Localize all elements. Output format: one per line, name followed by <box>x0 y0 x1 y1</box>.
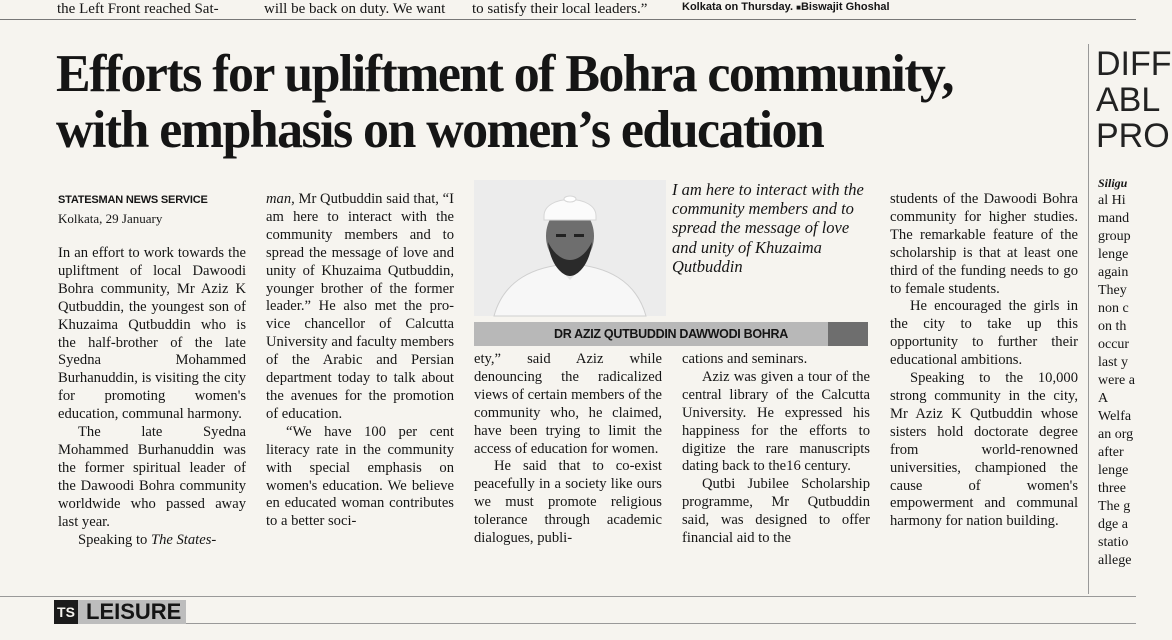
adjacent-line: were a <box>1098 373 1135 388</box>
dateline: Kolkata, 29 January <box>58 211 163 226</box>
paragraph: In an effort to work towards the upliftment of local Dawoodi Bohra community, Mr Aziz K Qutbuddin, the youngest son of Khuzaima Qutbuddin who is the half-brother of the late Syedna Mohammed Burhanuddin, is visiting the city for promoting women's education, communal harmony. <box>58 245 246 423</box>
adjacent-line: Welfa <box>1098 409 1132 424</box>
adjacent-line: group <box>1098 229 1131 244</box>
adjacent-headline-line-2: ABL <box>1096 81 1161 119</box>
paragraph: Qutbi Jubilee Scholarship programme, Mr Qutbuddin said, was designed to offer financial aid to the <box>682 476 870 547</box>
adjacent-article-column <box>1098 174 1158 594</box>
article-column-4 <box>682 351 870 566</box>
adjacent-headline-line-1: DIFF <box>1096 45 1172 83</box>
column-divider <box>1088 44 1089 594</box>
adjacent-dateline: Siligu <box>1098 176 1128 190</box>
paragraph: “We have 100 per cent literacy rate in the community with special emphasis on women's education. We believe en educated woman contributes to a better soci- <box>266 423 454 530</box>
paragraph: ety,” said Aziz while denouncing the radicalized views of certain members of the community who, he claimed, have been trying to limit the access of education for women. <box>474 351 662 457</box>
headline-line-1: Efforts for upliftment of Bohra community, <box>56 45 953 103</box>
adjacent-line: on th <box>1098 319 1127 334</box>
top-rule <box>0 19 1136 20</box>
adjacent-line: occur <box>1098 337 1130 352</box>
paragraph: students of the Dawoodi Bohra community for higher studies. The remarkable feature of the scholarship is that at least one third of the funding needs to go to female students. <box>890 191 1078 297</box>
bottom-rule <box>0 596 1136 597</box>
article-column-2 <box>266 191 454 566</box>
adjacent-line: an org <box>1098 427 1134 442</box>
top-strip-col4-text: Kolkata on Thursday. <box>682 1 794 13</box>
adjacent-line: The g <box>1098 499 1131 514</box>
adjacent-line: again <box>1098 265 1129 280</box>
adjacent-line: last y <box>1098 355 1128 370</box>
photo-caption <box>474 322 868 346</box>
paragraph: He encouraged the girls in the city to take up this opportunity to further their educational ambitions. <box>890 298 1078 369</box>
top-strip-col3: to satisfy their local leaders.” <box>472 1 648 17</box>
photo-credit: Biswajit Ghoshal <box>800 1 890 13</box>
article-column-1 <box>58 245 246 565</box>
section-rule <box>186 623 1136 624</box>
paragraph: Aziz was given a tour of the central library of the Calcutta University. He expressed his happiness for the efforts to digitize the rare manuscripts dating back to the16 century. <box>682 368 870 475</box>
portrait-illustration <box>474 180 666 316</box>
photo-caption-text: DR AZIZ QUTBUDDIN DAWWODI BOHRA <box>554 327 788 341</box>
bullet-icon: ■ <box>796 3 801 12</box>
adjacent-line: mand <box>1098 211 1130 226</box>
article-column-3 <box>474 351 662 566</box>
adjacent-headline <box>1096 45 1172 155</box>
adjacent-lines <box>1098 192 1158 570</box>
headline-line-2: with emphasis on women’s education <box>56 101 824 159</box>
adjacent-headline-line-3: PRO <box>1096 117 1170 155</box>
byline: STATESMAN NEWS SERVICE <box>58 194 208 206</box>
paragraph: Speaking to the 10,000 strong community in the city, Mr Aziz K Qutbuddin whose sisters hold doctorate degree from world-renowned universities, championed the cause of women's empowerment and communal harmony for nation building. <box>890 370 1078 530</box>
portrait-photo <box>474 180 666 316</box>
paragraph: He said that to co-exist peacefully in a society like ours we must promote religious tolerance through academic dialogues, publi- <box>474 458 662 547</box>
adjacent-line: dge a <box>1098 517 1128 532</box>
adjacent-line: al Hi <box>1098 193 1126 208</box>
adjacent-line: after <box>1098 445 1124 460</box>
adjacent-line: A <box>1098 391 1109 406</box>
paragraph: The late Syedna Mohammed Burhanuddin was the former spiritual leader of the Dawoodi Bohra community worldwide who passed away last year. <box>58 424 246 530</box>
adjacent-line: three <box>1098 481 1126 496</box>
top-strip-col4 <box>682 0 890 18</box>
adjacent-line: lenge <box>1098 247 1129 262</box>
paragraph-text: Speaking to <box>78 531 151 548</box>
adjacent-line: statio <box>1098 535 1129 550</box>
top-strip-col1: the Left Front reached Sat- <box>57 1 219 17</box>
top-strip-col2: will be back on duty. We want <box>264 1 446 17</box>
statesman-logo-icon: TS <box>54 600 78 624</box>
adjacent-line: allege <box>1098 553 1132 568</box>
paragraph-text: , Mr Qutbuddin said that, “I am here to interact with the community members and to spread the message of love and unity of Khuzaima Qutbuddin, younger brother of the former leader.” He also met the pro-vice chancellor of Calcutta University and faculty members of the Arabic and Persian department today to talk about the avenues for the promotion of education. <box>266 191 454 422</box>
adjacent-line: They <box>1098 283 1127 298</box>
caption-swatch <box>828 322 868 346</box>
adjacent-line: lenge <box>1098 463 1129 478</box>
headline <box>56 46 1065 158</box>
publication-name: The States- <box>150 531 217 548</box>
adjacent-line: non c <box>1098 301 1129 316</box>
section-label: LEISURE <box>78 600 186 624</box>
paragraph <box>58 532 246 550</box>
paragraph <box>266 191 454 424</box>
article-column-5 <box>890 191 1078 566</box>
publication-name: man <box>266 191 292 207</box>
paragraph: cations and seminars. <box>682 351 808 367</box>
pull-quote: I am here to interact with the community members and to spread the message of love and unity of Khuzaima Qutbuddin <box>672 180 864 276</box>
